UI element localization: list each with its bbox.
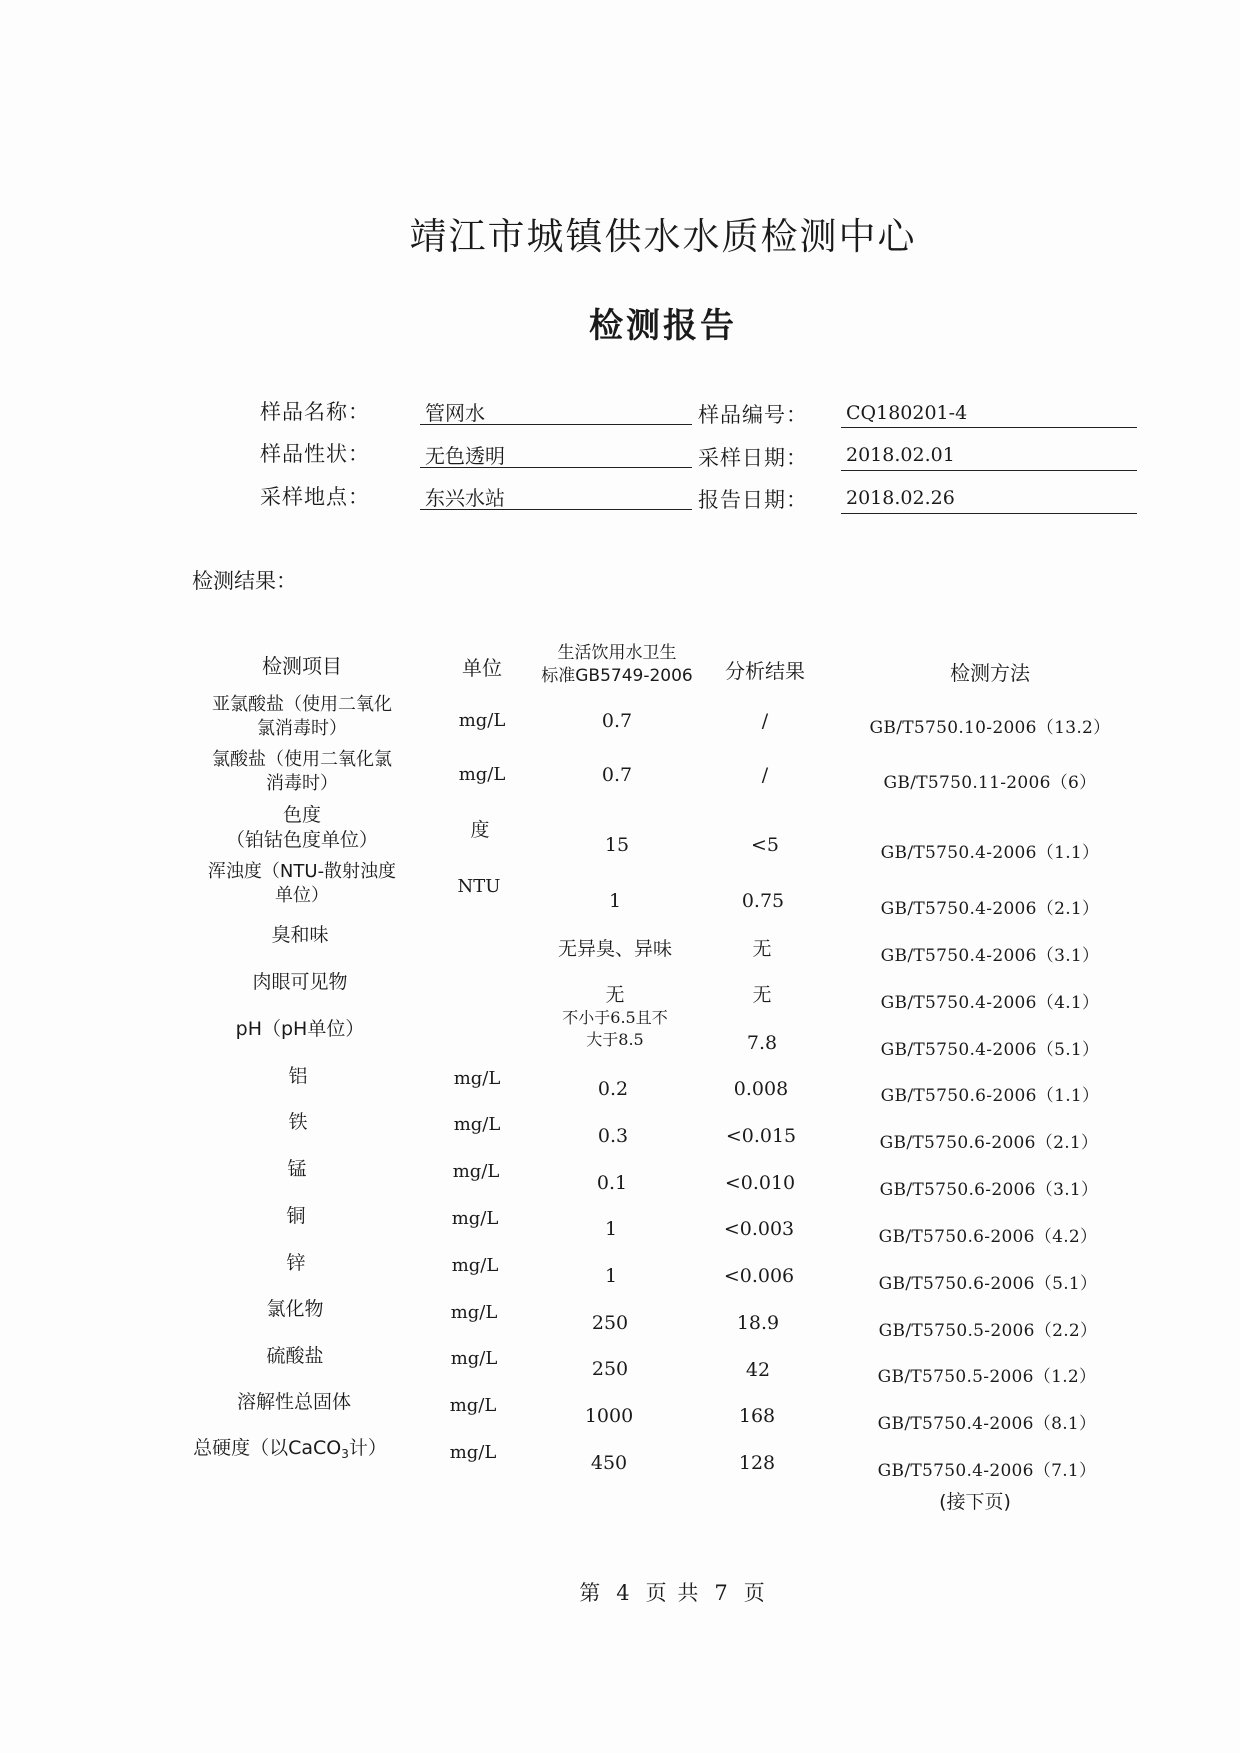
method: GB/T5750.6-2006（2.1）	[879, 1133, 1099, 1153]
header-item: 检测项目	[262, 654, 342, 678]
item-name: 浑浊度（NTU-散射浊度 单位）	[207, 861, 397, 906]
result: <0.015	[725, 1125, 797, 1147]
item-name: 亚氯酸盐（使用二氧化 氯消毒时）	[212, 694, 392, 739]
item-name: pH（pH单位）	[235, 1018, 365, 1040]
unit: mg/L	[450, 1348, 498, 1369]
method: GB/T5750.4-2006（7.1）	[877, 1461, 1097, 1481]
method: GB/T5750.4-2006（5.1）	[880, 1040, 1100, 1060]
standard-limit: 1	[604, 1265, 618, 1287]
page-total: 7	[714, 1581, 730, 1605]
sample-no-underline	[841, 427, 1137, 428]
report-title: 检测报告	[589, 306, 737, 346]
unit: mg/L	[458, 710, 506, 731]
unit: 度	[470, 819, 490, 841]
sample-state-underline	[420, 467, 692, 468]
standard-limit: 0.3	[597, 1125, 629, 1147]
method: GB/T5750.5-2006（1.2）	[877, 1367, 1097, 1387]
method: GB/T5750.6-2006（1.1）	[880, 1086, 1100, 1106]
method: GB/T5750.6-2006（3.1）	[879, 1180, 1099, 1200]
standard-limit: 250	[591, 1312, 629, 1334]
header-standard: 生活饮用水卫生 标准GB5749-2006	[541, 643, 693, 686]
results-heading: 检测结果：	[192, 569, 297, 593]
result: <0.003	[723, 1218, 795, 1240]
unit: mg/L	[450, 1302, 498, 1323]
unit: mg/L	[452, 1161, 500, 1182]
sampling-site-label: 采样地点：	[260, 485, 370, 509]
item-name: 氯酸盐（使用二氧化氯 消毒时）	[212, 749, 392, 794]
item-name: 铜	[286, 1205, 306, 1227]
sampling-date-underline	[841, 470, 1137, 471]
sample-no-label: 样品编号：	[698, 403, 808, 427]
standard-limit: 无异臭、异味	[557, 938, 673, 960]
result: 7.8	[746, 1032, 778, 1054]
method: GB/T5750.4-2006（1.1）	[880, 843, 1100, 863]
item-name: 锌	[286, 1252, 306, 1274]
result: 128	[738, 1452, 776, 1474]
unit: mg/L	[449, 1395, 497, 1416]
org-title: 靖江市城镇供水水质检测中心	[409, 215, 917, 258]
item-name: 锰	[287, 1158, 307, 1180]
sample-name-value: 管网水	[425, 401, 485, 425]
sample-state-value: 无色透明	[425, 444, 505, 468]
item-name: 肉眼可见物	[252, 971, 348, 993]
standard-limit: 0.1	[596, 1172, 628, 1194]
result: 42	[745, 1359, 771, 1381]
result: 无	[752, 984, 772, 1006]
unit: mg/L	[453, 1114, 501, 1135]
method: GB/T5750.5-2006（2.2）	[878, 1321, 1098, 1341]
sampling-site-value: 东兴水站	[425, 486, 505, 510]
unit: mg/L	[449, 1442, 497, 1463]
item-name: 臭和味	[271, 924, 329, 946]
result: 168	[738, 1405, 776, 1427]
standard-limit: 0.7	[601, 710, 633, 732]
item-name: 氯化物	[266, 1298, 324, 1320]
page-footer: 第 4 页 共 7 页	[579, 1581, 767, 1605]
method: GB/T5750.4-2006（2.1）	[880, 899, 1100, 919]
item-name: 总硬度（以CaCO$_3$计）	[193, 1437, 387, 1461]
result: 无	[752, 938, 772, 960]
unit: mg/L	[458, 764, 506, 785]
item-name: 铝	[288, 1065, 308, 1087]
standard-limit: 450	[590, 1452, 628, 1474]
method: GB/T5750.10-2006（13.2）	[869, 718, 1111, 738]
method: GB/T5750.4-2006（8.1）	[877, 1414, 1097, 1434]
result: 0.75	[741, 890, 785, 912]
report-date-label: 报告日期：	[698, 488, 808, 512]
standard-limit: 1	[604, 1218, 618, 1240]
method: GB/T5750.6-2006（5.1）	[878, 1274, 1098, 1294]
continue-note: (接下页)	[939, 1491, 1011, 1513]
standard-limit: 1	[608, 890, 622, 912]
unit: mg/L	[451, 1255, 499, 1276]
standard-limit: 0.2	[597, 1078, 629, 1100]
result: 0.008	[733, 1078, 789, 1100]
method: GB/T5750.6-2006（4.2）	[878, 1227, 1098, 1247]
sample-name-underline	[420, 424, 692, 425]
report-date-underline	[841, 513, 1137, 514]
method: GB/T5750.4-2006（3.1）	[880, 946, 1100, 966]
unit: mg/L	[453, 1068, 501, 1089]
item-name: 铁	[288, 1111, 308, 1133]
result: <0.010	[724, 1172, 796, 1194]
item-name: 色度 （铂钴色度单位）	[225, 804, 379, 851]
standard-limit: 0.7	[601, 764, 633, 786]
result: /	[761, 710, 769, 732]
sampling-date-label: 采样日期：	[698, 446, 808, 470]
page-current: 4	[616, 1581, 632, 1605]
header-method: 检测方法	[950, 661, 1030, 685]
sample-state-label: 样品性状：	[260, 442, 370, 466]
standard-limit: 15	[604, 834, 630, 856]
standard-limit: 250	[591, 1358, 629, 1380]
header-result: 分析结果	[725, 659, 805, 683]
unit: NTU	[457, 876, 501, 897]
header-unit: 单位	[462, 656, 502, 680]
sampling-date-value: 2018.02.01	[846, 444, 955, 466]
sample-no-value: CQ180201-4	[846, 402, 968, 424]
result: <5	[750, 834, 780, 856]
report-date-value: 2018.02.26	[846, 487, 955, 509]
sample-name-label: 样品名称：	[260, 400, 370, 424]
item-name: 溶解性总固体	[236, 1391, 352, 1413]
sampling-site-underline	[420, 509, 692, 510]
method: GB/T5750.11-2006（6）	[883, 773, 1097, 793]
method: GB/T5750.4-2006（4.1）	[880, 993, 1100, 1013]
item-name: 硫酸盐	[266, 1345, 324, 1367]
unit: mg/L	[451, 1208, 499, 1229]
standard-limit: 不小于6.5且不 大于8.5	[562, 1008, 668, 1049]
result: /	[761, 764, 769, 786]
standard-limit: 无	[605, 984, 625, 1006]
result: 18.9	[736, 1312, 780, 1334]
standard-limit: 1000	[584, 1405, 634, 1427]
result: <0.006	[723, 1265, 795, 1287]
